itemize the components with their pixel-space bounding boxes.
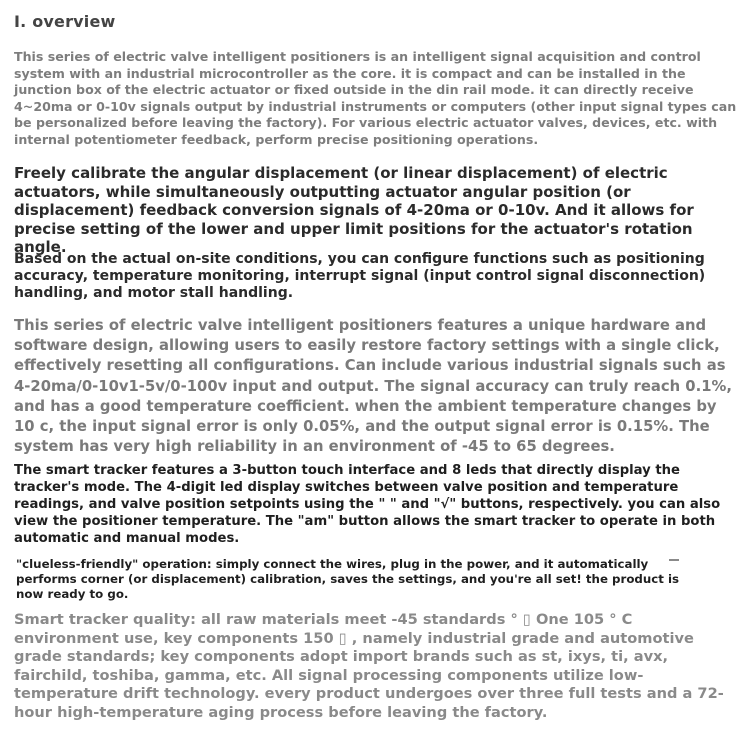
section-heading: I. overview: [14, 12, 116, 31]
overview-paragraph: This series of electric valve intelligent positioners is an intelligent signal acquisition and control system with an industrial microcontroller as the core. it is compact and can be installed in the junction box of the electric actuator or fixed outside in the din rail mode. it can directly receive 4~20ma or 0-10v signals output by industrial instruments or computers (other input signal types can be personalized before leaving the factory). For various electric actuator valves, devices, etc. with internal potentiometer feedback, perform precise positioning operations.: [14, 49, 737, 147]
calibration-paragraph: Freely calibrate the angular displacement (or linear displacement) of electric actuators, while simultaneously outputting actuator angular position (or displacement) feedback conversion signals of 4-20ma or 0-10v. And it allows for precise setting of the lower and upper limit positions for the actuator's rotation angle.: [14, 164, 694, 256]
quality-paragraph: Smart tracker quality: all raw materials meet -45 standards ° ▯ One 105 ° C environment use, key components 150 ▯ , namely industrial grade and automotive grade standards; key components adopt import brands such as st, ixys, ti, avx, fairchild, toshiba, gamma, etc. All signal processing components utilize low-temperature drift technology. every product undergoes over three full tests and a 72-hour high-temperature aging process before leaving the factory.: [14, 611, 724, 721]
easy-operation-paragraph: "clueless-friendly" operation: simply connect the wires, plug in the power, and it automatically performs corner (or displacement) calibration, saves the settings, and you're all set! the product is now ready to go.: [16, 557, 680, 601]
decorative-dash: [669, 559, 679, 561]
configuration-paragraph: Based on the actual on-site conditions, you can configure functions such as positioning accuracy, temperature monitoring, interrupt signal (input control signal disconnection) handling, and motor stall handling.: [14, 251, 706, 301]
hardware-design-paragraph: This series of electric valve intelligent positioners features a unique hardware and software design, allowing users to easily restore factory settings with a single click, effectively resetting all configurations. Can include various industrial signals such as 4-20ma/0-10v1-5v/0-100v input and output. The signal accuracy can truly reach 0.1%, and has a good temperature coefficient. when the ambient temperature changes by 10 c, the input signal error is only 0.05%, and the output signal error is 0.15%. The system has very high reliability in an environment of -45 to 65 degrees.: [14, 317, 732, 456]
touch-interface-paragraph: The smart tracker features a 3-button touch interface and 8 leds that directly display the tracker's mode. The 4-digit led display switches between valve position and temperature readings, and valve position setpoints using the " " and "√" buttons, respectively. you can also view the positioner temperature. The "am" button allows the smart tracker to operate in both automatic and manual modes.: [14, 463, 721, 546]
